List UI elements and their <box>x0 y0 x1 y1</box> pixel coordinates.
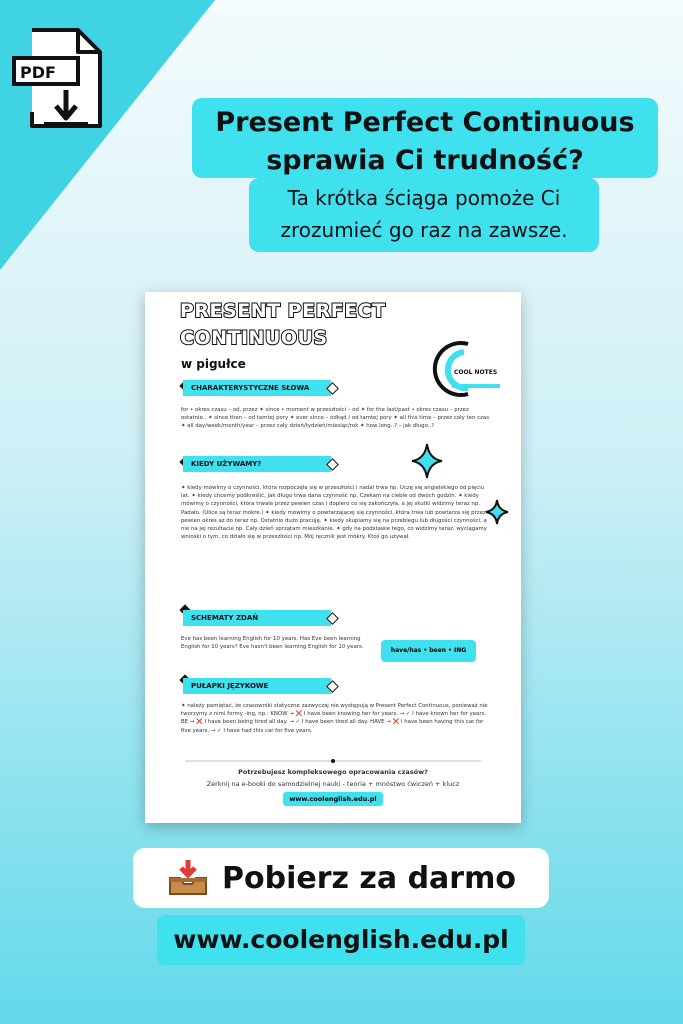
hero-title-line2: sprawia Ci trudność? <box>266 145 584 176</box>
divider <box>185 758 481 764</box>
cta-text: Zerknij na e-booki do samodzielnej nauki - teoria + mnóstwo ćwiczeń + klucz <box>206 780 460 788</box>
doc-website-link[interactable]: www.coolenglish.edu.pl <box>283 792 383 806</box>
cheat-sheet-preview[interactable] <box>145 292 521 823</box>
doc-title-line1: PRESENT PERFECT <box>180 300 386 322</box>
download-button-label: Pobierz za darmo <box>222 860 516 896</box>
section-label: PUŁAPKI JĘZYKOWE <box>183 678 331 694</box>
cta-question: Potrzebujesz kompleksowego opracowania czasów? <box>238 768 428 776</box>
cool-notes-logo <box>428 340 508 398</box>
download-free-button[interactable] <box>133 848 549 908</box>
section-label: KIEDY UŻYWAMY? <box>183 456 331 472</box>
website-link[interactable]: www.coolenglish.edu.pl <box>157 915 525 965</box>
hero-subtitle-line1: Ta krótka ściąga pomoże Ci <box>287 186 561 210</box>
hero-subtitle-line2: zrozumieć go raz na zawsze. <box>280 218 568 242</box>
section-label: SCHEMATY ZDAŃ <box>183 610 331 626</box>
hero-subtitle <box>249 182 599 246</box>
logo-text: COOL NOTES <box>454 369 498 376</box>
sparkle-icon <box>484 498 510 526</box>
hero-title-line1: Present Perfect Continuous <box>215 107 635 138</box>
hero-title <box>192 104 658 180</box>
doc-title-line2: CONTINUOUS <box>180 327 328 349</box>
formula-pill: have/has • been • ING <box>381 640 476 662</box>
pdf-download-icon[interactable] <box>12 26 108 134</box>
doc-title <box>180 298 386 352</box>
section-text: ✦ kiedy mówimy o czynności, która rozpoczęła się w przeszłości i nadal trwa np. Uczę się angielskiego od pięciu lat. ✦ kiedy chcemy podkreślić, jak długo trwa dana czynność np. Czekam na ciebie od dwóch godzin. ✦ kiedy mówimy o czynności, która trwała przez pewien czas i dopiero co się zakończyła, a jej skutki widzimy teraz np. Padało. (Ulice są teraz mokre.) ✦ kiedy mówimy o powtarzającej się czynności, która trwa lub powtarza się przez pewien okres aż do teraz np. Ostatnio dużo pracuję. ✦ kiedy skupiamy się na przebiegu lub długości czynności, a nie na jej rezultacie np. Cały dzień sprzątam mieszkanie. ✦ gdy na podstawie tego, co widzimy teraz, wyciągamy wnioski o tym, co działo się w przeszłości np. Mój ręcznik jest mokry. Ktoś go używał. <box>181 485 487 541</box>
section-label: CHARAKTERYSTYCZNE SŁOWA <box>183 380 331 396</box>
sparkle-icon <box>410 442 444 480</box>
section-text: ✦ należy pamiętać, że czasowniki statyczne zazwyczaj nie występują w Present Perfect Continuous, ponieważ nie tworzymy z nimi formy -ing, np.: KNOW → ❌ I have been knowing her for years. → ✓ I have known her for years. BE → ❌ I have been being tired all day. → ✓ I have been tired all day. HAVE → ❌ I have been having this car for five years. → ✓ I have had this car for five years. <box>181 703 488 734</box>
section-text: Eve has been learning English for 10 years. Has Eve been learning English for 10 years? Eve hasn't been learning English for 10 years. <box>181 636 364 651</box>
doc-subtitle: w pigułce <box>181 357 246 371</box>
section-text: for • okres czasu – od, przez ✦ since • moment w przeszłości – od ✦ for the last/past • okres czasu – przez ostatnie.. ✦ since then – od tamtej pory ✦ ever since – odkąd / od tamtej pory ✦ all this time – przez cały ten czas ✦ all day/week/month/year – przez cały dzień/tydzień/miesiąc/rok ✦ how long..? – jak długo..? <box>181 407 490 430</box>
inbox-tray-icon <box>166 858 210 898</box>
pdf-label: PDF <box>20 63 56 82</box>
